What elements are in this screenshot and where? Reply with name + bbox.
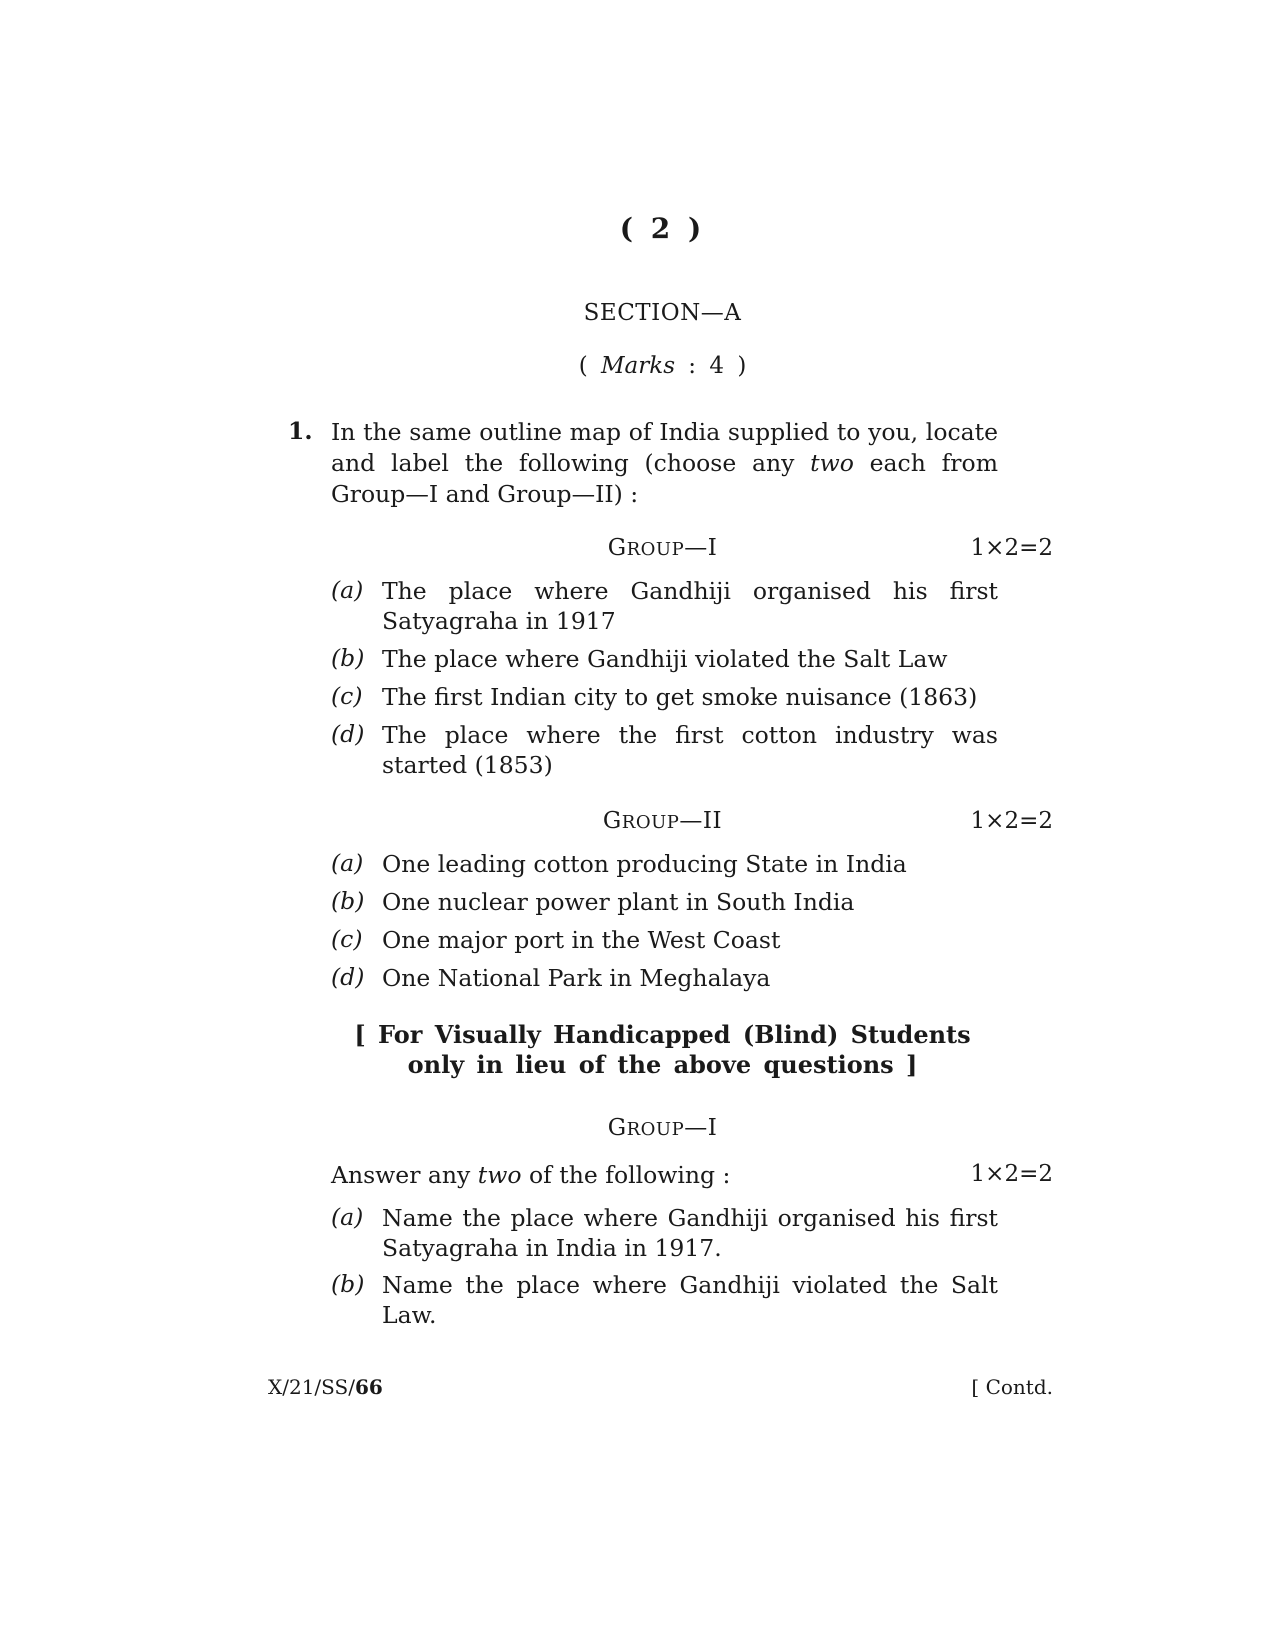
section-title: SECTION—A [583, 300, 742, 326]
section-marks: ( Marks : 4 ) [578, 353, 747, 379]
group1-item-text: The place where Gandhiji organised his first Satyagraha in 1917 [382, 577, 998, 635]
group1-item-label: (c) [331, 682, 363, 710]
paper-code: X/21/SS/66 [268, 1375, 383, 1399]
page-number: ( 2 ) [619, 212, 706, 245]
blind-group1-item-text: Name the place where Gandhiji violated the Salt Law. [382, 1271, 998, 1329]
group2-item-text: One leading cotton producing State in India [382, 850, 907, 878]
group2-title: GROUP—II [602, 808, 723, 834]
blind-students-note [0, 1020, 1275, 1080]
question-text: In the same outline map of India supplied to you, locate and label the following (choose any two each from Group—I and Group—II) : [331, 418, 998, 508]
group2-item-label: (d) [331, 963, 365, 991]
group1-item-label: (a) [331, 576, 364, 604]
group2-item-text: One major port in the West Coast [382, 926, 781, 954]
group2-item-label: (a) [331, 849, 364, 877]
group2-item-label: (c) [331, 925, 363, 953]
group2-item-text: One National Park in Meghalaya [382, 964, 771, 992]
question-number: 1. [288, 417, 313, 445]
continued-marker: [ Contd. [971, 1375, 1053, 1399]
group1-item-text: The first Indian city to get smoke nuisance (1863) [382, 683, 978, 711]
group1-title: GROUP—I [607, 535, 718, 561]
group1-item-text: The place where Gandhiji violated the Salt Law [382, 645, 948, 673]
blind-group1-title: GROUP—I [607, 1115, 718, 1141]
group2-marks: 1×2=2 [970, 808, 1053, 834]
blind-note-line2: only in lieu of the above questions ] [407, 1050, 918, 1079]
group1-marks: 1×2=2 [970, 535, 1053, 561]
marks-word: Marks [601, 353, 675, 379]
blind-note-line1: [ For Visually Handicapped (Blind) Students [354, 1020, 971, 1049]
blind-group1-item-text: Name the place where Gandhiji organised his first Satyagraha in India in 1917. [382, 1204, 998, 1262]
group1-item-text: The place where the first cotton industry was started (1853) [382, 721, 998, 779]
blind-group1-item-label: (b) [331, 1270, 365, 1298]
blind-group1-item-label: (a) [331, 1203, 364, 1231]
blind-group1-marks: 1×2=2 [970, 1161, 1053, 1187]
group2-item-label: (b) [331, 887, 365, 915]
group1-item-label: (d) [331, 720, 365, 748]
group1-item-label: (b) [331, 644, 365, 672]
group2-item-text: One nuclear power plant in South India [382, 888, 855, 916]
blind-group1-instruction: Answer any two of the following : [331, 1161, 731, 1189]
